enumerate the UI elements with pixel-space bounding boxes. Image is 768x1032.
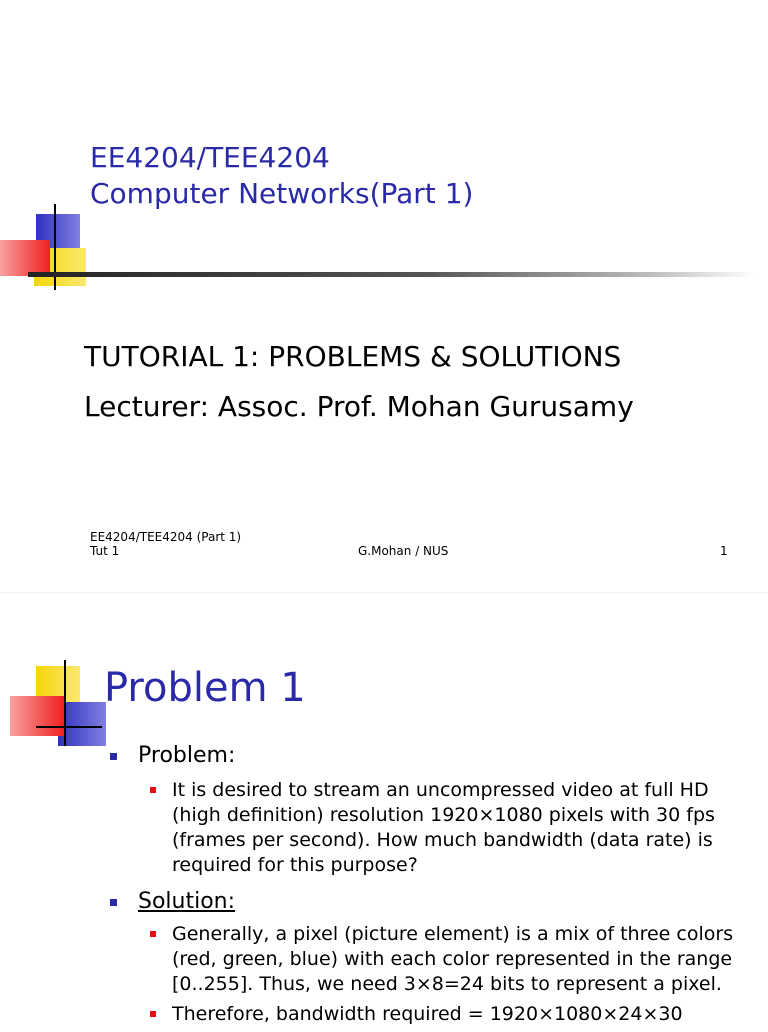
- slide-1-title: [90, 140, 473, 212]
- footer-tut: Tut 1: [90, 544, 120, 558]
- problem-text: It is desired to stream an uncompressed video at full HD (high definition) resolution 1920×1080 pixels with 30 fps (frames per second). How much bandwidth (data rate) is required for this purpose?: [172, 779, 715, 876]
- footer-author: G.Mohan / NUS: [358, 544, 449, 558]
- solution-bullet-2: [148, 1002, 738, 1032]
- solution-heading: Solution:: [138, 889, 236, 914]
- square-bullet-icon: [150, 787, 156, 793]
- course-code: EE4204/TEE4204: [90, 141, 330, 174]
- slide-2-title: Problem 1: [104, 665, 306, 711]
- problem-heading: Problem:: [138, 743, 236, 768]
- solution-bullet-1: [148, 922, 738, 998]
- title-divider: [28, 272, 756, 277]
- tutorial-title: TUTORIAL 1: PROBLEMS & SOLUTIONS: [84, 340, 622, 373]
- square-bullet-icon: [110, 899, 117, 906]
- square-bullet-icon: [150, 931, 156, 937]
- solution-text-1: Generally, a pixel (picture element) is a mix of three colors (red, green, blue) with each color represented in the range [0..255]. Thus, we need 3×8=24 bits to represent a pixel.: [172, 923, 734, 995]
- solution-text-2: Therefore, bandwidth required = 1920×1080×24×30: [172, 1003, 683, 1025]
- square-bullet-icon: [110, 753, 117, 760]
- square-bullet-icon: [150, 1011, 156, 1017]
- footer-page-number: 1: [720, 544, 728, 558]
- footer-left: [90, 530, 241, 558]
- course-name: Computer Networks(Part 1): [90, 177, 474, 210]
- footer-course: EE4204/TEE4204 (Part 1): [90, 530, 242, 544]
- problem-text-item: [148, 778, 738, 878]
- lecturer-line: Lecturer: Assoc. Prof. Mohan Gurusamy: [84, 390, 634, 423]
- slide-1-subtitle: [84, 332, 634, 432]
